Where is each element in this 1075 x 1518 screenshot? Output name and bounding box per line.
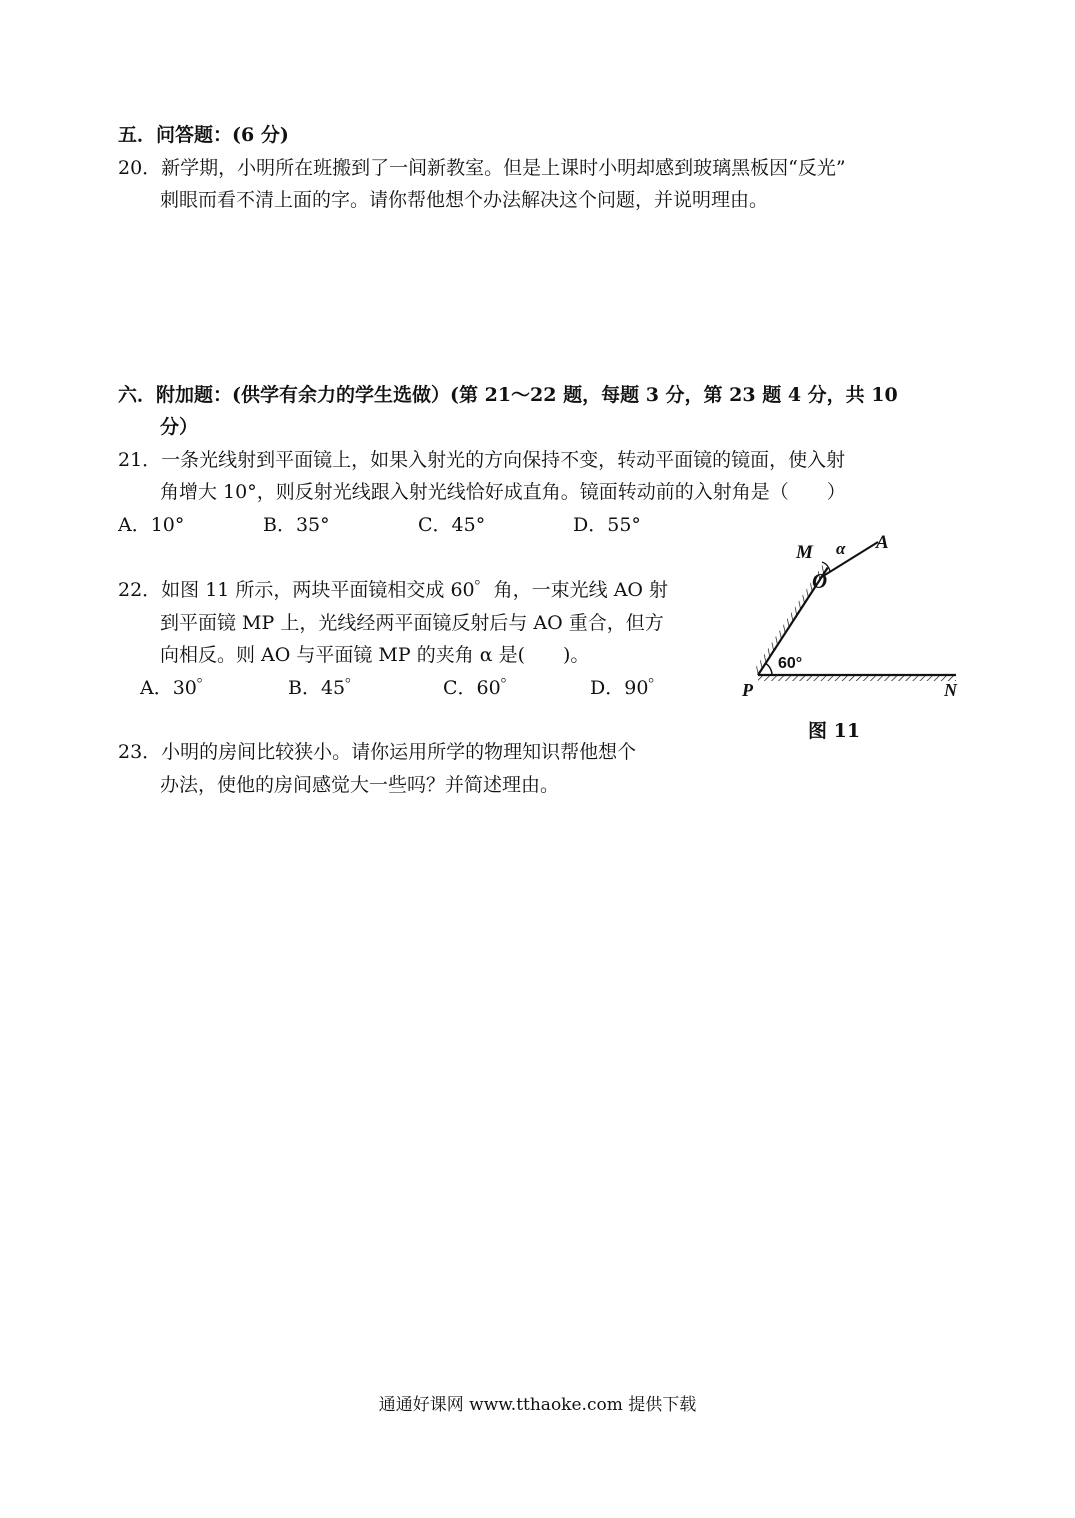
section-5-heading: 五．问答题：(6 分) — [118, 124, 289, 146]
question-22-option-d: D．90゜ — [590, 677, 668, 699]
question-21-line-2: 角增大 10°，则反射光线跟入射光线恰好成直角。镜面转动前的入射角是（ ） — [160, 481, 846, 503]
question-23-line-2: 办法，使他的房间感觉大一些吗？并简述理由。 — [160, 774, 560, 796]
question-21-option-c: C．45° — [418, 514, 486, 536]
page-footer: 通通好课网 www.tthaoke.com 提供下载 — [378, 1395, 697, 1415]
section-6-heading: 六．附加题：(供学有余力的学生选做）(第 21～22 题，每题 3 分，第 23 题 4 分，共 10 — [118, 384, 898, 406]
figure-caption: 图 11 — [808, 720, 861, 742]
question-21-line-1: 21．一条光线射到平面镜上，如果入射光的方向保持不变，转动平面镜的镜面，使入射 — [118, 449, 846, 471]
question-22-line-2: 到平面镜 MP 上，光线经两平面镜反射后与 AO 重合，但方 — [160, 612, 664, 634]
label-n: N — [944, 680, 957, 700]
question-22-option-b: B．45゜ — [288, 677, 365, 699]
ray-ao — [820, 542, 878, 578]
label-a: A — [876, 532, 889, 553]
question-22-line-1: 22．如图 11 所示，两块平面镜相交成 60゜角，一束光线 AO 射 — [118, 579, 669, 601]
question-22-option-a: A．30゜ — [140, 677, 216, 699]
question-22-option-c: C．60゜ — [443, 677, 520, 699]
label-angle-60: 60° — [778, 655, 803, 672]
question-20-line-2: 刺眼而看不清上面的字。请你帮他想个办法解决这个问题，并说明理由。 — [160, 189, 769, 211]
label-p: P — [742, 680, 753, 700]
label-alpha: α — [836, 539, 846, 558]
label-m: M — [796, 542, 813, 563]
question-21-option-d: D．55° — [573, 514, 641, 536]
question-23-line-1: 23．小明的房间比较狭小。请你运用所学的物理知识帮他想个 — [118, 741, 637, 763]
mirror-diagram — [738, 530, 968, 710]
angle-arc-60 — [765, 663, 772, 675]
section-6-heading-cont: 分） — [160, 416, 199, 438]
question-22-line-3: 向相反。则 AO 与平面镜 MP 的夹角 α 是( )。 — [160, 644, 590, 666]
question-20-line-1: 20．新学期，小明所在班搬到了一间新教室。但是上课时小明却感到玻璃黑板因“反光” — [118, 157, 846, 179]
label-o: O — [812, 569, 828, 593]
question-21-option-b: B．35° — [263, 514, 330, 536]
question-21-option-a: A．10° — [118, 514, 185, 536]
